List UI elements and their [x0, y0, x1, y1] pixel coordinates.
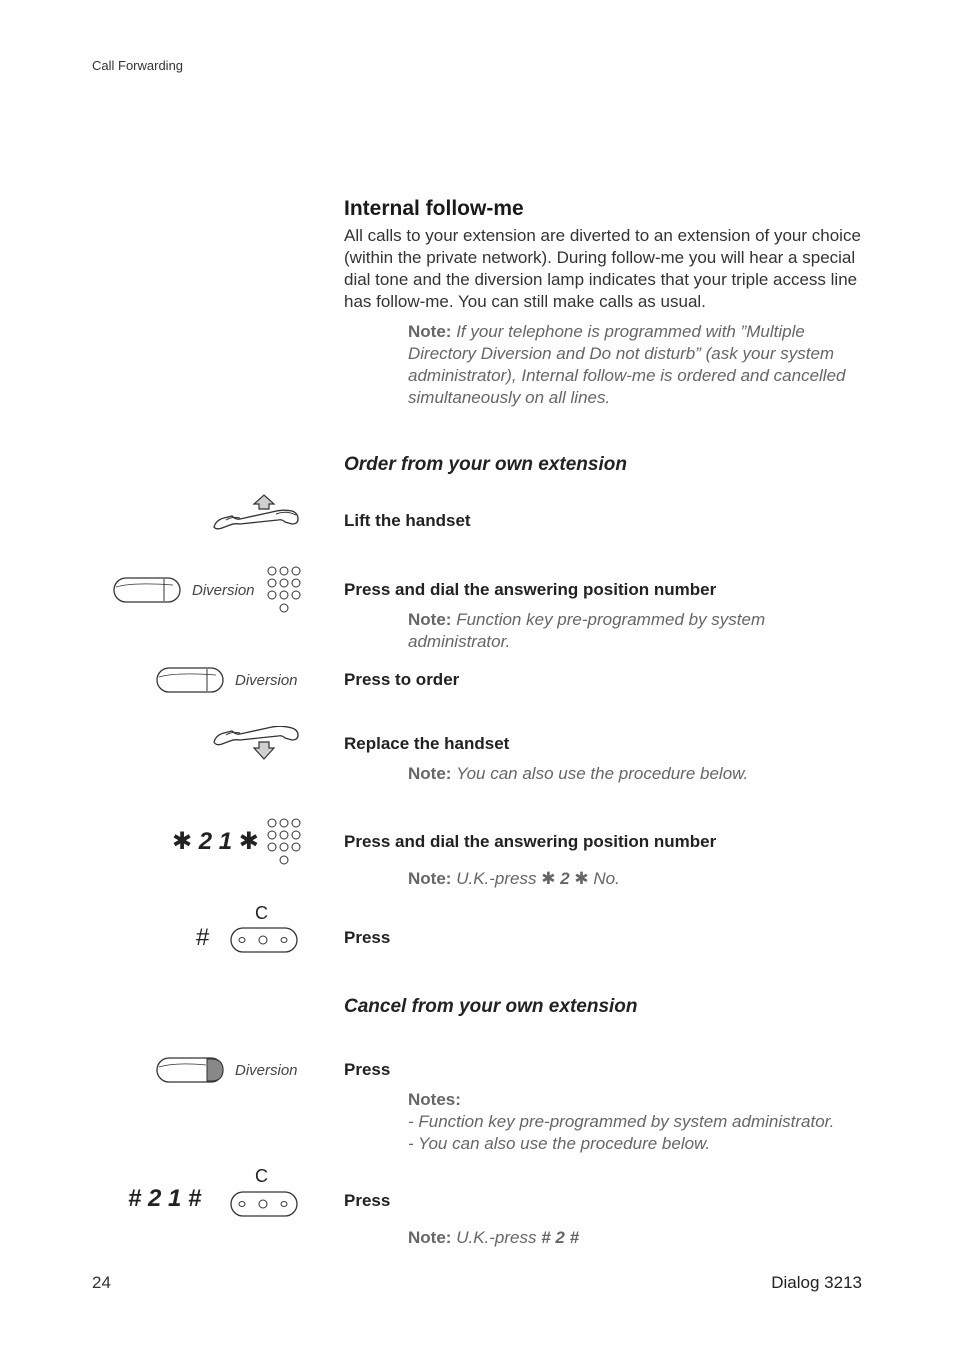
diversion-key-label: Diversion — [235, 672, 298, 689]
note-label: Note: — [408, 610, 452, 629]
page-number: 24 — [92, 1273, 111, 1292]
intro-text: All calls to your extension are diverted to an extension of your choice (within the private network). During follow-me you will hear a special dial tone and the diversion lamp indicates that your triple access line has follow-me. You can still make calls as usual. — [344, 226, 861, 311]
step-press-dial-1: Press and dial the answering position number — [344, 580, 717, 599]
order-heading: Order from your own extension — [344, 454, 627, 475]
diversion-key-icon[interactable] — [113, 576, 181, 604]
step-replace-handset: Replace the handset — [344, 734, 510, 753]
c-key-label: C — [255, 1166, 268, 1186]
note-text: If your telephone is programmed with ”Multiple Directory Diversion and Do not disturb” (ask your system administrator), Internal follow-me is ordered and cancelled simultaneously on all lines. — [408, 322, 846, 407]
cancel-heading: Cancel from your own extension — [344, 996, 638, 1017]
diversion-key-icon[interactable] — [156, 1056, 224, 1084]
note-label: Note: — [408, 322, 452, 341]
keypad-icon[interactable] — [266, 817, 304, 867]
note-uk-order — [408, 868, 863, 890]
clear-key-icon[interactable] — [230, 927, 298, 953]
clear-key-icon[interactable] — [230, 1191, 298, 1217]
lift-handset-icon — [212, 492, 302, 532]
note-uk-cancel — [408, 1227, 863, 1249]
note-text: Function key pre-programmed by system administrator. — [408, 610, 766, 651]
c-key-label: C — [255, 903, 268, 923]
step-lift-handset: Lift the handset — [344, 511, 471, 530]
notes-line-2: - You can also use the procedure below. — [408, 1134, 711, 1153]
diversion-key-label: Diversion — [192, 582, 255, 599]
note-pre: U.K.-press — [456, 1228, 537, 1247]
notes-label: Notes: — [408, 1090, 461, 1109]
product-name: Dialog 3213 — [771, 1273, 862, 1292]
step-cancel-press-2: Press — [344, 1191, 391, 1210]
replace-handset-icon — [212, 726, 302, 764]
step-press: Press — [344, 928, 391, 947]
note-multiple-directory — [408, 321, 863, 409]
hash-symbol: # — [196, 924, 210, 951]
diversion-key-icon[interactable] — [156, 666, 224, 694]
star-21-star-code: ✱ 2 1 ✱ — [172, 828, 259, 855]
note-function-key — [408, 609, 863, 653]
note-label: Note: — [408, 1228, 452, 1247]
diversion-key-label: Diversion — [235, 1062, 298, 1079]
running-header: Call Forwarding — [92, 58, 184, 73]
keypad-icon[interactable] — [266, 565, 304, 615]
note-code: # 2 # — [541, 1228, 580, 1247]
step-cancel-press: Press — [344, 1060, 391, 1079]
note-procedure-below — [408, 763, 863, 785]
note-label: Note: — [408, 764, 452, 783]
note-pre: U.K.-press — [456, 869, 537, 888]
note-post: No. — [593, 869, 620, 888]
note-label: Note: — [408, 869, 452, 888]
notes-line-1: - Function key pre-programmed by system administrator. — [408, 1112, 835, 1131]
hash-21-hash-code: # 2 1 # — [128, 1185, 202, 1212]
step-press-to-order: Press to order — [344, 670, 460, 689]
step-press-dial-2: Press and dial the answering position number — [344, 832, 717, 851]
note-code: ✱ 2 ✱ — [541, 869, 589, 888]
notes-cancel — [408, 1089, 863, 1155]
section-title: Internal follow-me — [344, 197, 524, 220]
note-text: You can also use the procedure below. — [456, 764, 749, 783]
